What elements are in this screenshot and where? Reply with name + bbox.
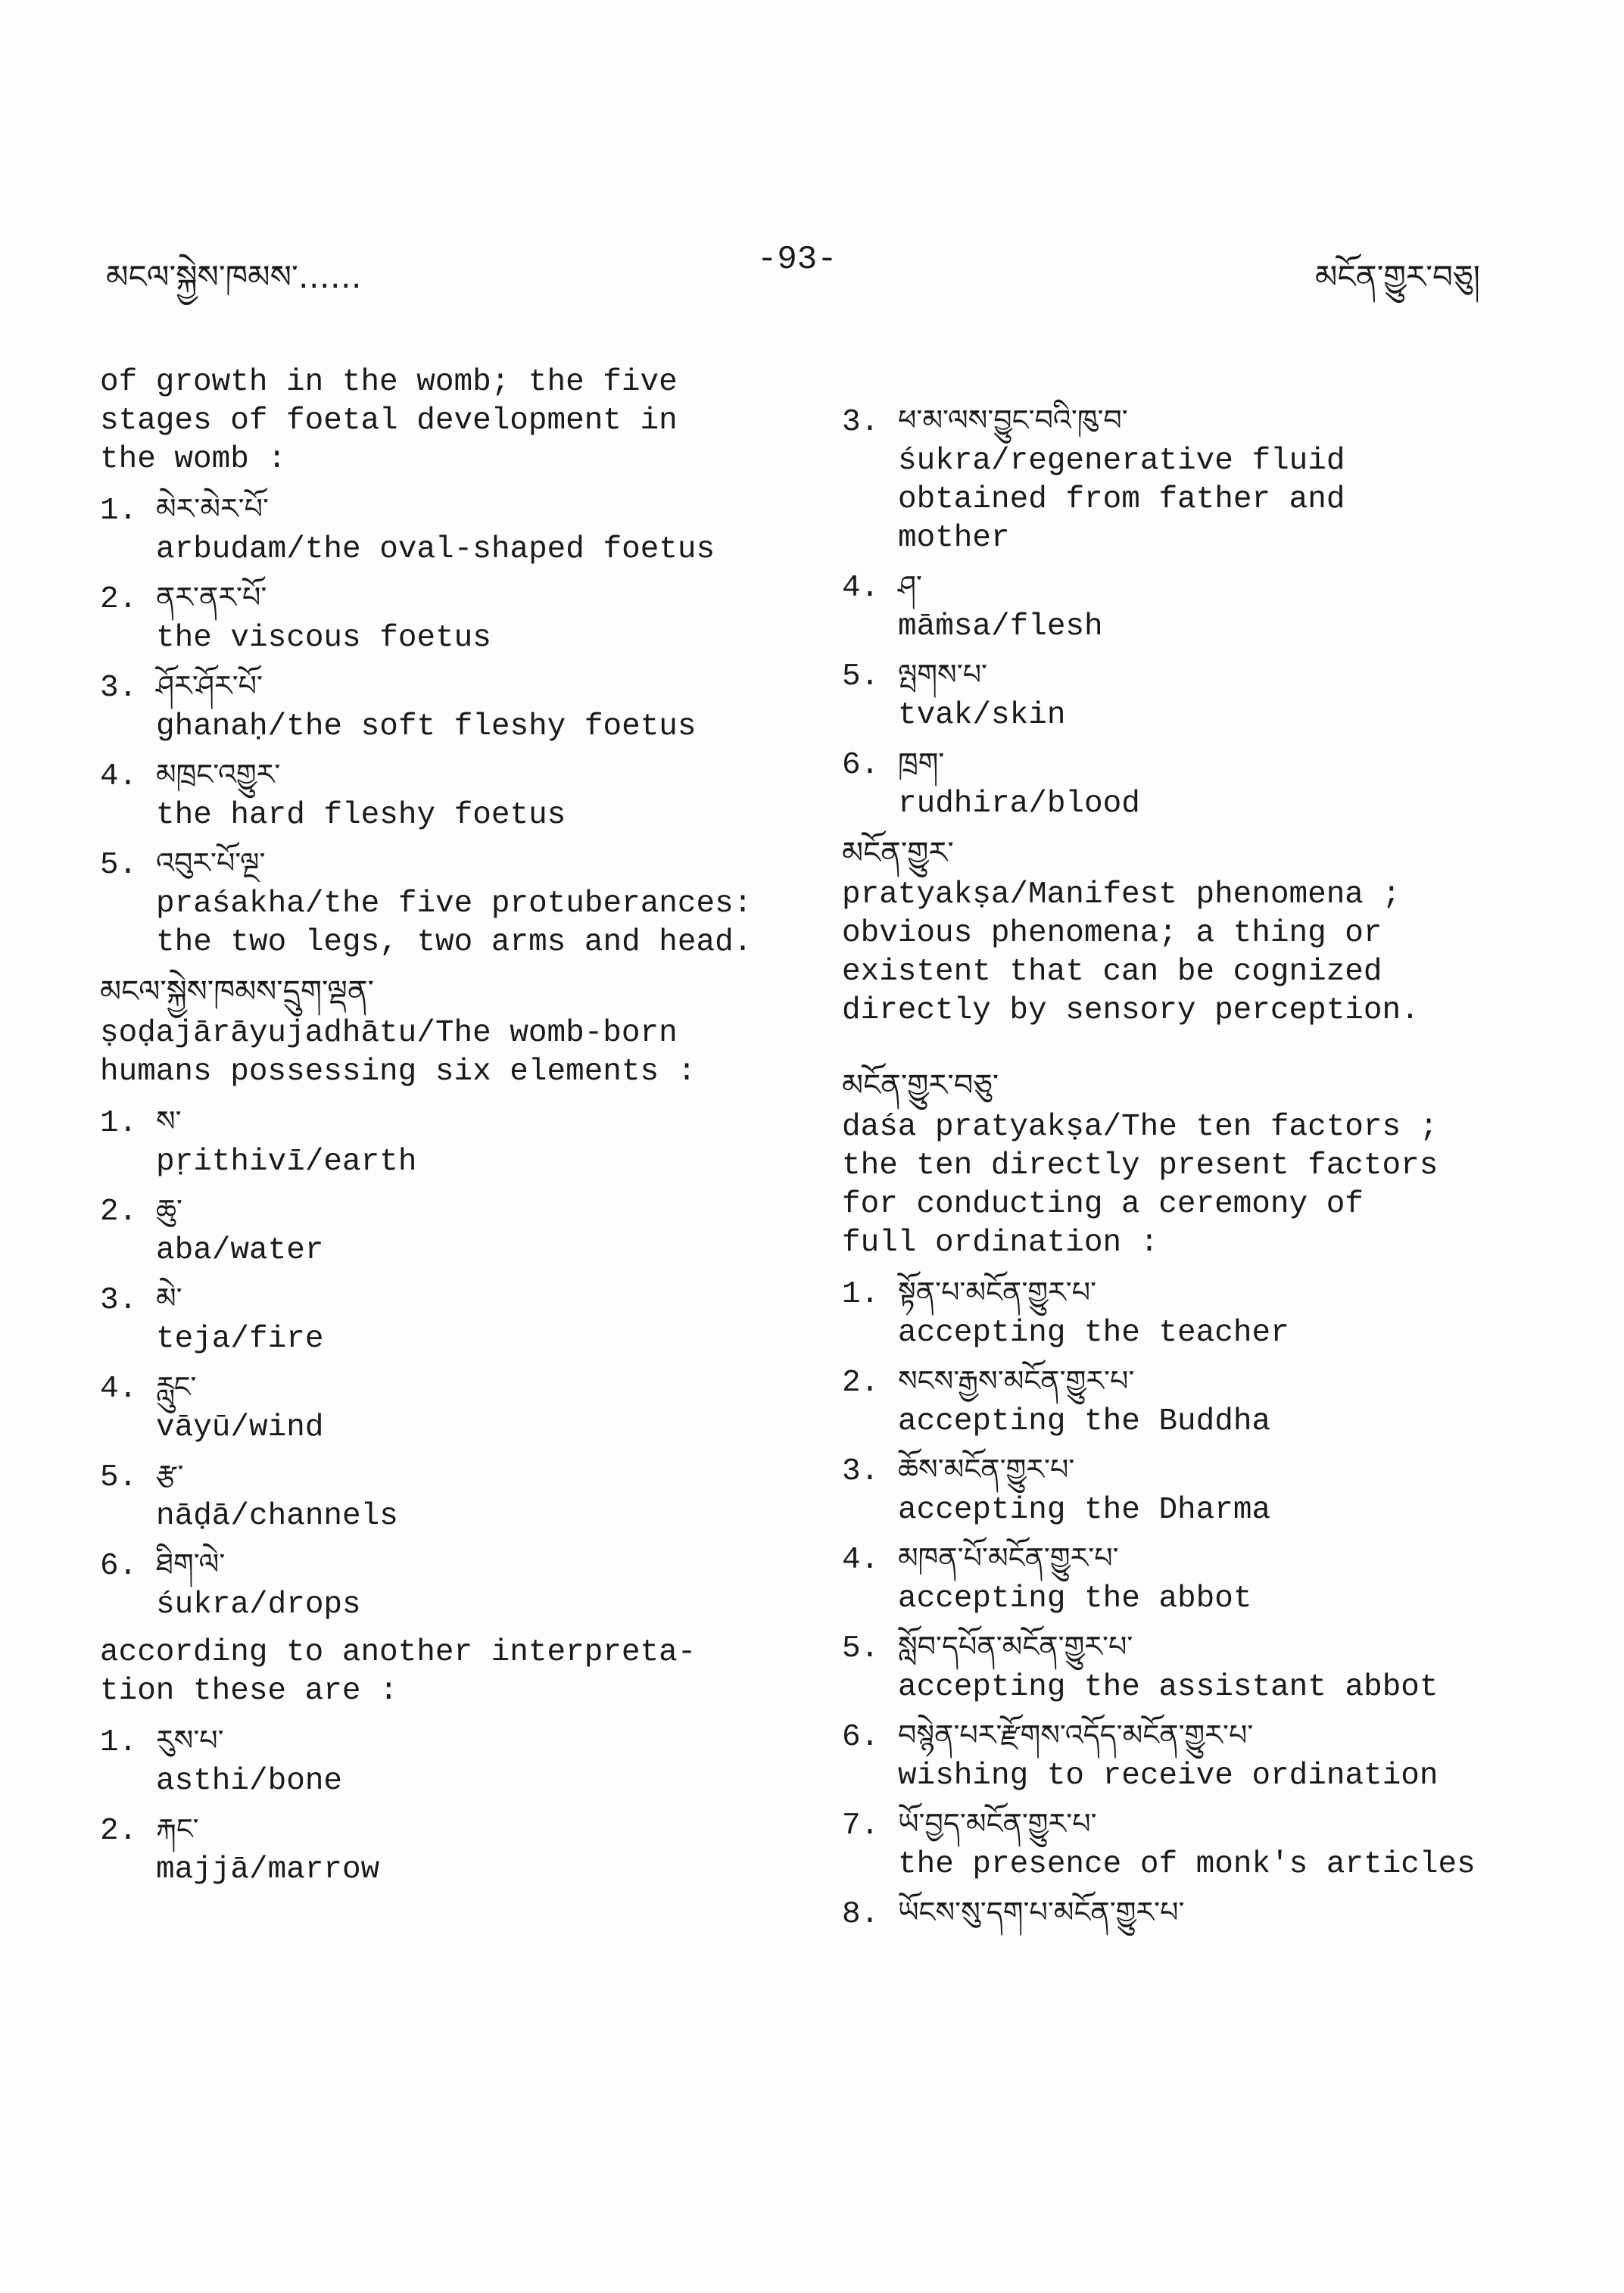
tibetan-term: མཁྲང་འགྱུར་: [156, 758, 281, 791]
item-number: 2.: [100, 582, 138, 617]
item-number: 7.: [842, 1809, 880, 1843]
gloss-text: aba/water: [156, 1233, 324, 1268]
running-header-left: མངལ་སྐྱེས་ཁམས་……: [106, 258, 362, 295]
item-number: 2.: [100, 1195, 138, 1229]
gloss-text: wishing to receive ordination: [898, 1759, 1439, 1793]
list-item: [842, 1539, 1569, 1618]
tibetan-term: མེ་: [156, 1282, 182, 1315]
list-item: [100, 1721, 781, 1801]
tibetan-term: ཁྲག་: [898, 746, 945, 780]
gloss-text: vāyū/wind: [156, 1410, 324, 1445]
entry-heading-tibetan: མངོན་གྱུར་བཅུ་: [842, 1068, 999, 1103]
tibetan-term: རྐང་: [156, 1812, 199, 1846]
list-item: [842, 567, 1569, 646]
gloss-text: the viscous foetus: [156, 621, 491, 656]
item-number: 1.: [100, 494, 138, 528]
list-item: [842, 1805, 1569, 1884]
gloss-text: asthi/bone: [156, 1764, 343, 1799]
item-number: 5.: [842, 1631, 880, 1666]
item-number: 1.: [842, 1277, 880, 1312]
tibetan-term: མེར་མེར་པོ་: [156, 492, 269, 525]
item-number: 8.: [842, 1897, 880, 1932]
list-item: [842, 1450, 1569, 1530]
tibetan-term: བསྙེན་པར་རྫོགས་འདོད་མངོན་གྱུར་པ་: [898, 1718, 1254, 1752]
interpretation-note: according to another interpreta- tion these are :: [100, 1635, 697, 1709]
tibetan-term: ལྤགས་པ་: [898, 658, 988, 691]
item-number: 2.: [842, 1366, 880, 1400]
item-number: 6.: [100, 1549, 138, 1584]
list-item: [100, 578, 781, 658]
entry-heading-tibetan: མངལ་སྐྱེས་ཁམས་དྲུག་ལྡན་: [100, 974, 374, 1009]
list-item: [100, 1368, 781, 1447]
list-item: [842, 1362, 1569, 1441]
list-item: [842, 1628, 1569, 1707]
tibetan-term: རྩ་: [156, 1459, 184, 1492]
list-item: [100, 1545, 781, 1625]
tibetan-term: ཆུ་: [156, 1193, 183, 1226]
tibetan-term: རུས་པ་: [156, 1724, 224, 1757]
gloss-text: māṁsa/flesh: [898, 609, 1103, 644]
gloss-text: praśakha/the five protuberances: the two legs, two arms and head.: [156, 886, 753, 960]
item-number: 4.: [842, 1543, 880, 1578]
gloss-text: accepting the assistant abbot: [898, 1670, 1439, 1705]
entry-definition: daśa pratyakṣa/The ten factors ; the ten directly present factors for conducting a ceremony of full ordination :: [842, 1110, 1439, 1260]
tibetan-term: ཤོར་ཤོར་པོ་: [156, 669, 263, 703]
tibetan-term: རླུང་: [156, 1370, 197, 1404]
item-number: 2.: [100, 1814, 138, 1849]
gloss-text: pṛithivī/earth: [156, 1145, 417, 1179]
gloss-text: śukra/regenerative fluid obtained from father and mother: [898, 444, 1345, 556]
item-number: 3.: [100, 1283, 138, 1318]
gloss-text: śukra/drops: [156, 1587, 361, 1622]
tibetan-term: ཕ་མ་ལས་བྱུང་བའི་ཁུ་བ་: [898, 403, 1128, 437]
tibetan-term: སྟོན་པ་མངོན་གྱུར་པ་: [898, 1276, 1097, 1309]
left-column: [100, 363, 781, 1899]
tibetan-term: ཐིག་ལེ་: [156, 1547, 226, 1581]
tibetan-term: ཡོངས་སུ་དག་པ་མངོན་གྱུར་པ་: [898, 1896, 1185, 1929]
entry-definition: ṣoḍajārāyujadhātu/The womb-born humans possessing six elements :: [100, 1016, 697, 1089]
gloss-text: ghanaḥ/the soft fleshy foetus: [156, 709, 697, 744]
item-number: 3.: [100, 671, 138, 706]
entry-heading-tibetan: མངོན་གྱུར་: [842, 836, 954, 871]
list-item: [842, 1893, 1569, 1934]
tibetan-term: ནར་ནར་པོ་: [156, 581, 267, 614]
gloss-text: rudhira/blood: [898, 787, 1140, 821]
item-number: 1.: [100, 1106, 138, 1141]
gloss-text: nāḍā/channels: [156, 1499, 398, 1534]
tibetan-term: ཤ་: [898, 569, 922, 603]
running-header-right: མངོན་གྱུར་བཅུ།: [1314, 258, 1480, 295]
item-number: 3.: [842, 1454, 880, 1489]
item-number: 4.: [100, 1372, 138, 1407]
item-number: 3.: [842, 405, 880, 440]
item-number: 6.: [842, 748, 880, 783]
list-item: [842, 1716, 1569, 1796]
gloss-text: accepting the Buddha: [898, 1404, 1271, 1439]
gloss-text: the hard fleshy foetus: [156, 798, 566, 833]
gloss-text: arbudam/the oval-shaped foetus: [156, 532, 715, 567]
tibetan-term: ས་: [156, 1104, 182, 1138]
item-number: 6.: [842, 1720, 880, 1755]
list-item: [100, 1191, 781, 1270]
page-number: -93-: [757, 241, 837, 279]
right-column: [842, 401, 1569, 1943]
gloss-text: tvak/skin: [898, 698, 1066, 733]
list-item: [100, 1102, 781, 1182]
list-item: [100, 1456, 781, 1536]
list-item: [100, 490, 781, 569]
list-item: [100, 1279, 781, 1359]
intro-text: of growth in the womb; the five stages of foetal development in the womb :: [100, 365, 678, 477]
tibetan-term: སློབ་དཔོན་མངོན་གྱུར་པ་: [898, 1630, 1133, 1663]
list-item: [842, 656, 1569, 735]
item-number: 5.: [842, 659, 880, 694]
item-number: 5.: [100, 1460, 138, 1495]
gloss-text: teja/fire: [156, 1322, 324, 1357]
entry-definition: pratyakṣa/Manifest phenomena ; obvious phenomena; a thing or existent that can be cognized directly by sensory perception.: [842, 877, 1420, 1028]
tibetan-term: སངས་རྒྱས་མངོན་གྱུར་པ་: [898, 1364, 1135, 1397]
item-number: 4.: [100, 759, 138, 794]
gloss-text: accepting the abbot: [898, 1581, 1252, 1616]
item-number: 4.: [842, 571, 880, 606]
list-item: [842, 744, 1569, 824]
tibetan-term: ཆོས་མངོན་གྱུར་པ་: [898, 1453, 1075, 1486]
item-number: 5.: [100, 848, 138, 883]
list-item: [842, 401, 1569, 558]
tibetan-term: འབུར་པོ་ལྔ་: [156, 846, 266, 880]
gloss-text: accepting the Dharma: [898, 1493, 1271, 1528]
list-item: [100, 667, 781, 746]
list-item: [100, 756, 781, 835]
tibetan-term: ཡོ་བྱད་མངོན་གྱུར་པ་: [898, 1807, 1097, 1840]
item-number: 1.: [100, 1725, 138, 1760]
list-item: [842, 1273, 1569, 1353]
tibetan-term: མཁན་པོ་མངོན་གྱུར་པ་: [898, 1541, 1119, 1575]
gloss-text: the presence of monk's articles: [898, 1847, 1476, 1882]
list-item: [100, 844, 781, 962]
gloss-text: accepting the teacher: [898, 1316, 1289, 1351]
list-item: [100, 1810, 781, 1890]
gloss-text: majjā/marrow: [156, 1852, 380, 1887]
